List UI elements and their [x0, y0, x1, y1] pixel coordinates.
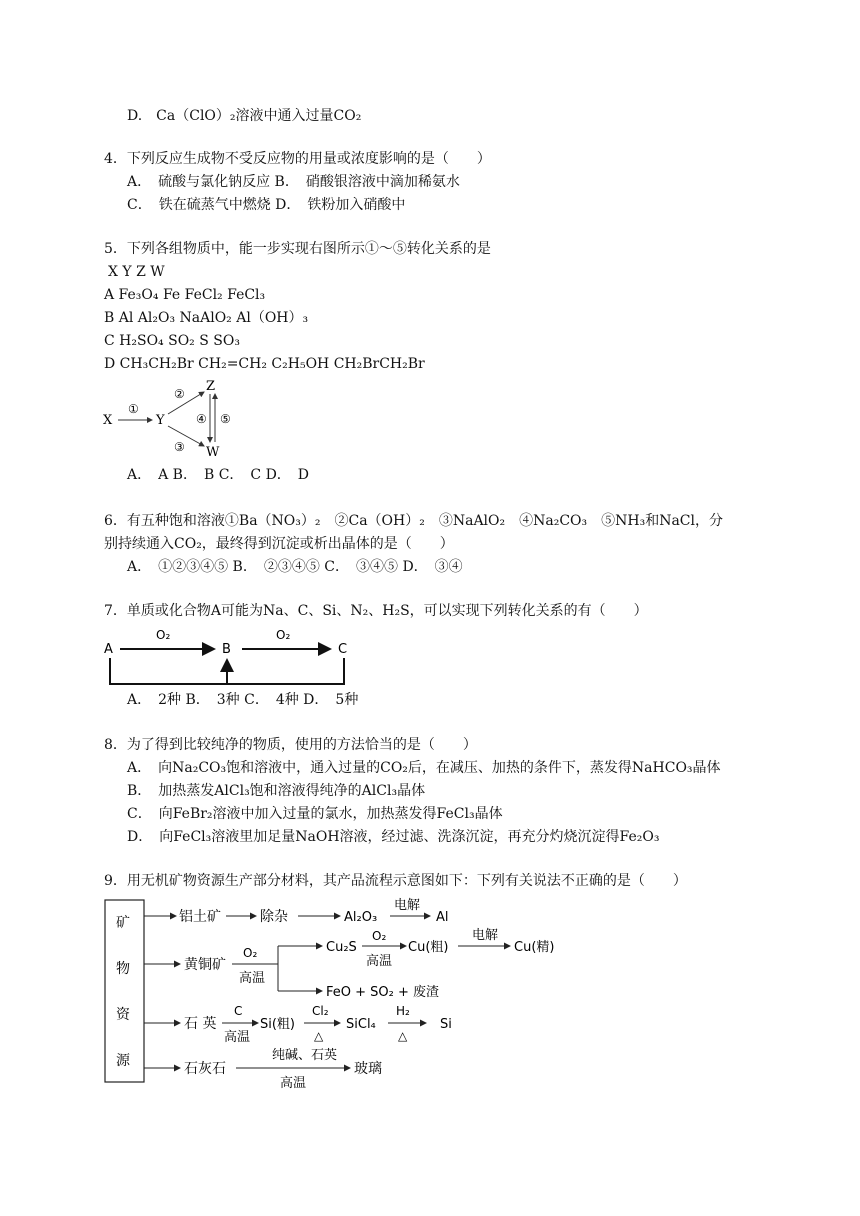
q7-node-a: A [104, 642, 113, 657]
q7-options: A． 2种 B． 3种 C． 4种 D． 5种 [127, 692, 359, 708]
q5-diagram [100, 376, 250, 458]
electrolysis-1: 电解 [394, 898, 421, 913]
q5-label-1: ① [128, 402, 139, 416]
high-temp-c: 高温 [224, 1030, 251, 1045]
q4-options-cd: C． 铁在硫蒸气中燃烧 D． 铁粉加入硝酸中 [127, 197, 406, 213]
q8-option-a: A． 向Na₂CO₃饱和溶液中，通入过量的CO₂后，在减压、加热的条件下，蒸发得NaHCO₃晶体 [127, 760, 721, 776]
o2-b: O₂ [372, 929, 387, 943]
si: Si [440, 1017, 452, 1032]
h2: H₂ [396, 1004, 410, 1018]
q5-header: X Y Z W [108, 264, 165, 280]
byproducts: FeO + SO₂ + 废渣 [326, 985, 440, 1000]
q8-option-b: B． 加热蒸发AlCl₃饱和溶液得纯净的AlCl₃晶体 [127, 783, 426, 799]
q8-option-d: D． 向FeCl₃溶液里加足量NaOH溶液，经过滤、洗涤沉淀，再充分灼烧沉淀得Fe₂O₃ [127, 829, 660, 845]
q8-option-c: C． 向FeBr₂溶液中加入过量的氯水，加热蒸发得FeCl₃晶体 [127, 806, 503, 822]
q7-diagram [100, 622, 360, 690]
q7-stem: 7．单质或化合物A可能为Na、C、Si、N₂、H₂S，可以实现下列转化关系的有（ ） [104, 603, 648, 619]
q9-flowchart [100, 895, 570, 1095]
sicl4: SiCl₄ [346, 1017, 376, 1032]
q5-node-w: W [206, 445, 220, 458]
chalcopyrite: 黄铜矿 [184, 957, 226, 973]
cu2s: Cu₂S [326, 940, 357, 955]
q5-label-3: ③ [174, 440, 185, 454]
q5-row-b: B Al Al₂O₃ NaAlO₂ Al（OH）₃ [104, 310, 309, 326]
high-temp-a: 高温 [239, 971, 266, 986]
q7-o2-1: O₂ [156, 628, 171, 642]
q3-option-d: D. Ca（ClO）₂溶液中通入过量CO₂ [127, 108, 362, 124]
q9-stem: 9．用无机矿物资源生产部分材料，其产品流程示意图如下：下列有关说法不正确的是（ ） [104, 873, 687, 889]
q5-row-a: A Fe₃O₄ Fe FeCl₂ FeCl₃ [104, 287, 266, 303]
q5-row-d: D CH₃CH₂Br CH₂=CH₂ C₂H₅OH CH₂BrCH₂Br [104, 356, 425, 372]
box-char-4: 源 [116, 1053, 130, 1069]
bauxite: 铝土矿 [179, 909, 221, 925]
q5-row-c: C H₂SO₄ SO₂ S SO₃ [104, 333, 240, 349]
q6-stem: 6．有五种饱和溶液①Ba（NO₃）₂ ②Ca（OH）₂ ③NaAlO₂ ④Na₂CO₃ ⑤NH₃和NaCl，分 [104, 513, 723, 529]
q5-label-4: ④ [196, 412, 207, 426]
q4-stem: 4．下列反应生成物不受反应物的用量或浓度影响的是（ ） [104, 151, 491, 167]
o2-a: O₂ [243, 946, 258, 960]
q5-label-2: ② [174, 387, 185, 401]
high-temp-d: 高温 [280, 1076, 307, 1091]
delta-2: △ [398, 1029, 408, 1043]
q5-stem: 5．下列各组物质中，能一步实现右图所示①～⑤转化关系的是 [104, 241, 491, 257]
al2o3: Al₂O₃ [344, 910, 378, 925]
limestone: 石灰石 [184, 1061, 226, 1077]
q5-node-y: Y [156, 413, 165, 428]
box-char-3: 资 [116, 1007, 130, 1023]
q6-options: A． ①②③④⑤ B． ②③④⑤ C． ③④⑤ D． ③④ [127, 559, 463, 575]
cu-crude: Cu(粗) [408, 940, 449, 955]
al: Al [436, 910, 449, 925]
impurity-removal: 除杂 [260, 909, 288, 925]
q5-node-x: X [103, 413, 113, 428]
q5-node-z: Z [206, 379, 216, 394]
q5-label-5: ⑤ [220, 412, 231, 426]
q7-node-c: C [338, 642, 348, 657]
q8-stem: 8．为了得到比较纯净的物质，使用的方法恰当的是（ ） [104, 737, 477, 753]
box-char-2: 物 [116, 961, 130, 977]
box-char-1: 矿 [116, 915, 130, 931]
q7-node-b: B [222, 642, 231, 657]
cu-fine: Cu(精) [514, 940, 555, 955]
soda-quartz: 纯碱、石英 [272, 1048, 338, 1063]
quartz: 石 英 [184, 1016, 217, 1032]
q7-o2-2: O₂ [276, 628, 291, 642]
electrolysis-2: 电解 [472, 928, 499, 943]
high-temp-b: 高温 [366, 954, 393, 969]
glass: 玻璃 [354, 1061, 382, 1077]
q4-options-ab: A． 硫酸与氯化钠反应 B． 硝酸银溶液中滴加稀氨水 [127, 174, 460, 190]
delta-1: △ [314, 1029, 324, 1043]
q6-stem-2: 别持续通入CO₂，最终得到沉淀或析出晶体的是（ ） [104, 536, 454, 552]
q5-options: A． A B． B C． C D． D [127, 467, 310, 483]
si-crude: Si(粗) [260, 1017, 296, 1032]
cl2: Cl₂ [312, 1004, 329, 1018]
c-reagent: C [234, 1004, 243, 1018]
